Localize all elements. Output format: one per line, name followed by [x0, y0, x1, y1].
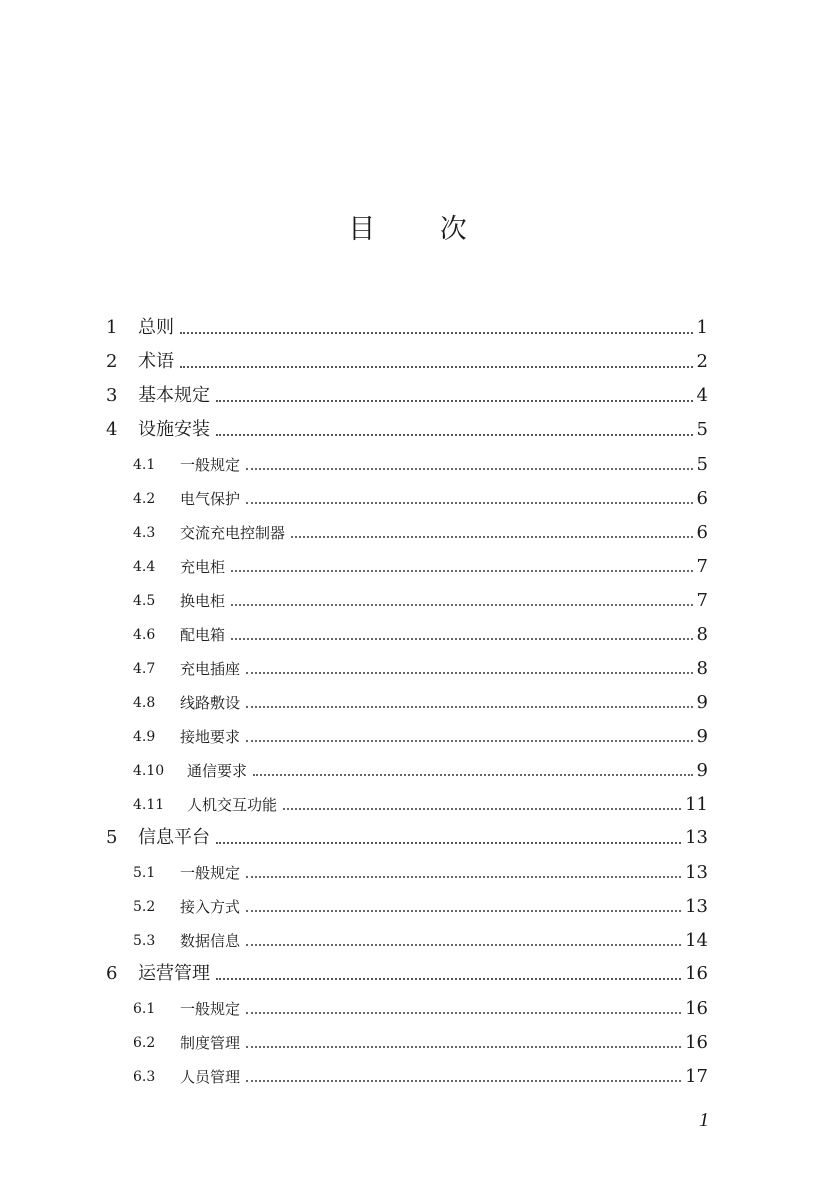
toc-entry-page: 13 [685, 862, 708, 883]
toc-entry-title: 术语 [138, 351, 174, 372]
toc-entry-number: 4.6 [133, 627, 156, 643]
toc-entry-number: 4 [106, 419, 118, 440]
page-number: 1 [699, 1109, 709, 1131]
toc-dot-leader [231, 604, 693, 606]
toc-dot-leader [246, 944, 681, 946]
toc-entry-number: 6.2 [133, 1035, 156, 1051]
toc-entry-title: 配电箱 [180, 626, 226, 644]
toc-entry-number: 3 [106, 385, 118, 406]
toc-entry-title: 总则 [138, 317, 174, 338]
toc-entry-number: 6.1 [133, 1001, 156, 1017]
table-of-contents [106, 309, 708, 1091]
toc-section-row[interactable] [106, 751, 708, 785]
toc-section-row[interactable] [106, 649, 708, 683]
toc-dot-leader [253, 774, 693, 776]
toc-section-row[interactable] [106, 989, 708, 1023]
toc-dot-leader [246, 1046, 681, 1048]
toc-entry-page: 6 [696, 488, 708, 509]
toc-dot-leader [291, 536, 693, 538]
toc-entry-title: 充电柜 [180, 558, 226, 576]
toc-entry-page: 1 [696, 317, 708, 338]
toc-entry-page: 13 [685, 896, 708, 917]
toc-entry-title: 人机交互功能 [187, 796, 278, 814]
page-title: 目 次 [348, 214, 495, 245]
toc-entry-title: 基本规定 [138, 385, 210, 406]
toc-entry-number: 6 [106, 963, 118, 984]
toc-entry-title: 接入方式 [180, 898, 241, 916]
toc-entry-page: 9 [696, 692, 708, 713]
toc-entry-title: 交流充电控制器 [180, 524, 286, 542]
toc-entry-page: 5 [696, 419, 708, 440]
toc-entry-title: 换电柜 [180, 592, 226, 610]
toc-dot-leader [216, 978, 681, 980]
toc-entry-number: 4.9 [133, 729, 156, 745]
toc-chapter-row[interactable] [106, 343, 708, 377]
toc-entry-page: 16 [685, 963, 708, 984]
toc-dot-leader [246, 740, 693, 742]
toc-dot-leader [216, 400, 693, 402]
toc-dot-leader [246, 1012, 681, 1014]
toc-entry-number: 2 [106, 351, 118, 372]
toc-entry-page: 8 [696, 624, 708, 645]
toc-entry-page: 11 [685, 794, 708, 815]
toc-dot-leader [216, 842, 681, 844]
toc-chapter-row[interactable] [106, 955, 708, 989]
toc-entry-page: 7 [696, 556, 708, 577]
toc-dot-leader [231, 638, 693, 640]
toc-entry-page: 13 [685, 827, 708, 848]
toc-entry-title: 数据信息 [180, 932, 241, 950]
toc-entry-page: 9 [696, 726, 708, 747]
toc-entry-page: 7 [696, 590, 708, 611]
toc-entry-title: 接地要求 [180, 728, 241, 746]
toc-entry-number: 5.3 [133, 933, 156, 949]
toc-section-row[interactable] [106, 717, 708, 751]
toc-entry-number: 6.3 [133, 1069, 156, 1085]
toc-section-row[interactable] [106, 1023, 708, 1057]
toc-section-row[interactable] [106, 887, 708, 921]
toc-entry-title: 通信要求 [187, 762, 248, 780]
toc-section-row[interactable] [106, 513, 708, 547]
toc-section-row[interactable] [106, 853, 708, 887]
toc-dot-leader [216, 434, 693, 436]
toc-entry-title: 设施安装 [138, 419, 210, 440]
toc-section-row[interactable] [106, 921, 708, 955]
toc-entry-page: 16 [685, 1032, 708, 1053]
toc-section-row[interactable] [106, 581, 708, 615]
toc-entry-number: 4.4 [133, 559, 156, 575]
toc-chapter-row[interactable] [106, 411, 708, 445]
toc-entry-page: 8 [696, 658, 708, 679]
toc-entry-title: 一般规定 [180, 456, 241, 474]
toc-entry-number: 5 [106, 827, 118, 848]
toc-entry-page: 4 [696, 385, 708, 406]
toc-section-row[interactable] [106, 547, 708, 581]
toc-chapter-row[interactable] [106, 819, 708, 853]
toc-entry-title: 电气保护 [180, 490, 241, 508]
toc-entry-number: 4.7 [133, 661, 156, 677]
toc-dot-leader [180, 332, 693, 334]
toc-dot-leader [246, 672, 693, 674]
toc-section-row[interactable] [106, 615, 708, 649]
toc-entry-number: 4.5 [133, 593, 156, 609]
toc-chapter-row[interactable] [106, 377, 708, 411]
toc-entry-number: 4.10 [133, 763, 165, 779]
toc-entry-number: 5.1 [133, 865, 156, 881]
toc-entry-page: 5 [696, 454, 708, 475]
toc-entry-title: 制度管理 [180, 1034, 241, 1052]
toc-section-row[interactable] [106, 479, 708, 513]
toc-entry-number: 4.2 [133, 491, 156, 507]
toc-dot-leader [246, 876, 681, 878]
toc-dot-leader [246, 502, 693, 504]
toc-entry-page: 14 [685, 930, 708, 951]
toc-entry-title: 人员管理 [180, 1068, 241, 1086]
toc-entry-number: 4.1 [133, 457, 156, 473]
toc-entry-page: 9 [696, 760, 708, 781]
toc-entry-title: 充电插座 [180, 660, 241, 678]
toc-entry-page: 2 [696, 351, 708, 372]
toc-section-row[interactable] [106, 683, 708, 717]
toc-entry-page: 17 [685, 1066, 708, 1087]
toc-entry-title: 信息平台 [138, 827, 210, 848]
toc-section-row[interactable] [106, 785, 708, 819]
toc-entry-title: 一般规定 [180, 864, 241, 882]
toc-entry-number: 5.2 [133, 899, 156, 915]
toc-dot-leader [246, 1080, 681, 1082]
toc-dot-leader [180, 366, 693, 368]
toc-dot-leader [246, 706, 693, 708]
toc-section-row[interactable] [106, 1057, 708, 1091]
toc-entry-title: 线路敷设 [180, 694, 241, 712]
toc-dot-leader [246, 910, 681, 912]
toc-dot-leader [246, 468, 693, 470]
toc-entry-page: 16 [685, 998, 708, 1019]
toc-entry-number: 4.11 [133, 797, 165, 813]
toc-entry-title: 一般规定 [180, 1000, 241, 1018]
toc-entry-page: 6 [696, 522, 708, 543]
toc-section-row[interactable] [106, 445, 708, 479]
toc-dot-leader [231, 570, 693, 572]
toc-entry-number: 4.8 [133, 695, 156, 711]
toc-entry-title: 运营管理 [138, 963, 210, 984]
toc-entry-number: 4.3 [133, 525, 156, 541]
toc-dot-leader [283, 808, 681, 810]
toc-entry-number: 1 [106, 317, 118, 338]
toc-chapter-row[interactable] [106, 309, 708, 343]
